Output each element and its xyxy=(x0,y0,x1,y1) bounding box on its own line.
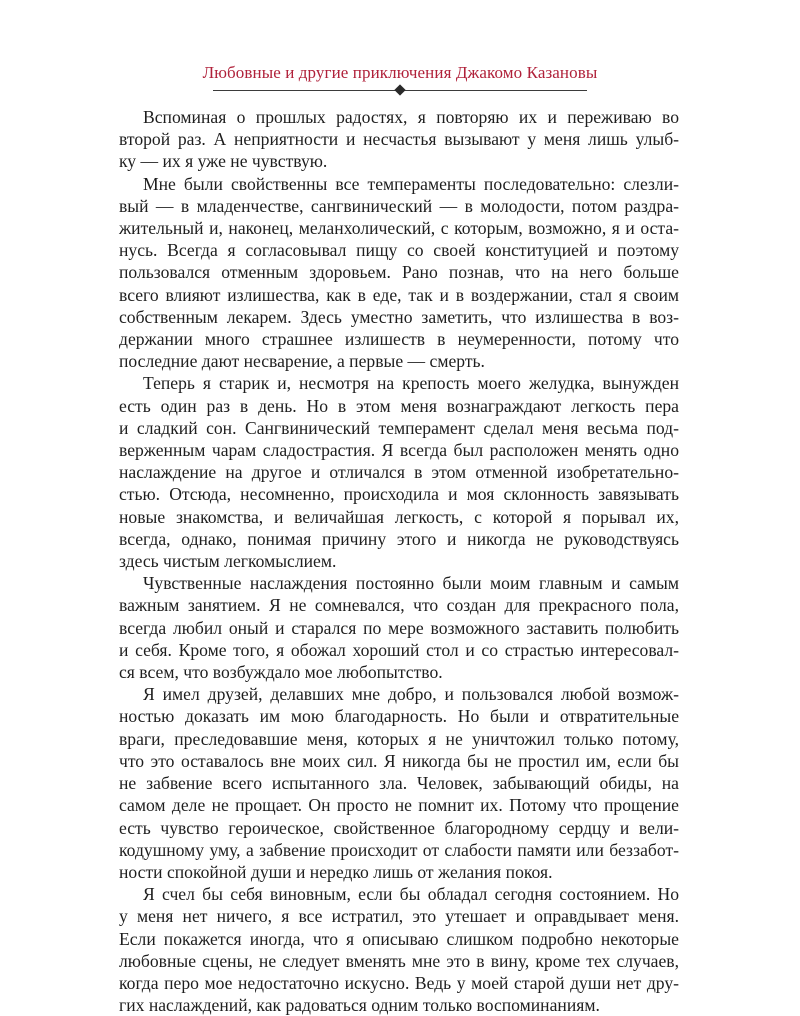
paragraph xyxy=(119,372,679,572)
header-ornament-icon xyxy=(394,84,405,95)
text-line: стью. Отсюда, несомненно, происходила и моя склонность завязывать xyxy=(119,484,679,505)
text-line: когда перо мое недостаточно искусно. Ведь у моей старой души нет дру- xyxy=(119,972,679,993)
text-line: Теперь я старик и, несмотря на крепость моего желудка, вынужден xyxy=(143,373,679,394)
body-text xyxy=(119,106,679,1016)
text-line: любовные сцены, не следует вменять мне это в вину, кроме тех случаев, xyxy=(119,950,679,971)
text-line: гих наслаждений, как радоваться одним только воспоминаниям. xyxy=(119,995,600,1016)
running-title: Любовные и другие приключения Джакомо Казановы xyxy=(202,63,598,82)
text-line: собственным лекарем. Здесь уместно заметить, что излишества в воз- xyxy=(119,306,679,327)
text-line: всегда любил оный и старался по мере возможного заставить полюбить xyxy=(119,617,679,638)
text-line: верженным чарам сладострастия. Я всегда был расположен менять одно xyxy=(119,440,679,461)
paragraph xyxy=(119,173,679,373)
text-line: жительный и, наконец, меланхолический, с которым, возможно, я и оста- xyxy=(119,218,679,239)
text-line: новые знакомства, и величайшая легкость, с которой я порывал их, xyxy=(119,506,679,527)
text-line: нусь. Всегда я согласовывал пищу со своей конституцией и поэтому xyxy=(119,240,679,261)
text-line: Я счел бы себя виновным, если бы обладал сегодня состоянием. Но xyxy=(143,884,679,905)
text-line: ности спокойной души и нередко лишь от желания покоя. xyxy=(119,861,553,882)
text-line: что это оставалось вне моих сил. Я никогда бы не простил им, если бы xyxy=(119,750,679,771)
text-line: вый — в младенчестве, сангвинический — в молодости, потом раздра- xyxy=(119,195,679,216)
text-line: всегда, однако, понимая причину этого и никогда не руководствуясь xyxy=(119,528,679,549)
text-line: есть один раз в день. Но в этом меня вознаграждают легкость пера xyxy=(119,395,679,416)
text-line: ку — их я уже не чувствую. xyxy=(119,151,328,172)
paragraph xyxy=(119,883,679,1016)
paragraph xyxy=(119,683,679,883)
text-line: Я имел друзей, делавших мне добро, и пользовался любой возмож- xyxy=(143,684,679,705)
text-line: второй раз. А неприятности и несчастья вызывают у меня лишь улыб- xyxy=(119,129,679,150)
text-line: держании много страшнее излишеств в неумеренности, потому что xyxy=(119,329,679,350)
text-line: Чувственные наслаждения постоянно были моим главным и самым xyxy=(143,573,679,594)
text-line: самом деле не прощает. Он просто не помнит их. Потому что прощение xyxy=(119,795,679,816)
text-line: у меня нет ничего, я все истратил, это утешает и оправдывает меня. xyxy=(119,906,679,927)
text-line: наслаждение на другое и отличался в этом отменной изобретательно- xyxy=(119,462,679,483)
text-line: кодушному уму, а забвение происходит от слабости памяти или беззабот- xyxy=(119,839,679,860)
paragraph xyxy=(119,572,679,683)
text-line: Если покажется иногда, что я описываю слишком подробно некоторые xyxy=(119,928,679,949)
text-line: всего влияют излишества, как в еде, так и в воздержании, стал я своим xyxy=(119,284,679,305)
text-line: Мне были свойственны все темпераменты последовательно: слезли- xyxy=(143,173,679,194)
text-line: и сладкий сон. Сангвинический темперамент сделал меня весьма под- xyxy=(119,417,679,438)
paragraph xyxy=(119,106,679,173)
text-line: есть чувство героическое, свойственное благородному сердцу и вели- xyxy=(119,817,679,838)
text-line: пользовался отменным здоровьем. Рано познав, что на него больше xyxy=(119,262,679,283)
text-line: враги, преследовавшие меня, которых я не уничтожил только потому, xyxy=(119,728,679,749)
text-line: здесь чистым легкомыслием. xyxy=(119,551,337,572)
text-line: важным занятием. Я не сомневался, что создан для прекрасного пола, xyxy=(119,595,679,616)
text-line: не забвение всего испытанного зла. Человек, забывающий обиды, на xyxy=(119,773,679,794)
text-line: и себя. Кроме того, я обожал хороший стол и со страстью интересовал- xyxy=(119,639,679,660)
text-line: Вспоминая о прошлых радостях, я повторяю их и переживаю во xyxy=(143,107,679,127)
text-line: ностью доказать им мою благодарность. Но были и отвратительные xyxy=(119,706,679,727)
text-line: ся всем, что возбуждало мое любопытство. xyxy=(119,662,443,683)
text-line: последние дают несварение, а первые — смерть. xyxy=(119,351,485,372)
